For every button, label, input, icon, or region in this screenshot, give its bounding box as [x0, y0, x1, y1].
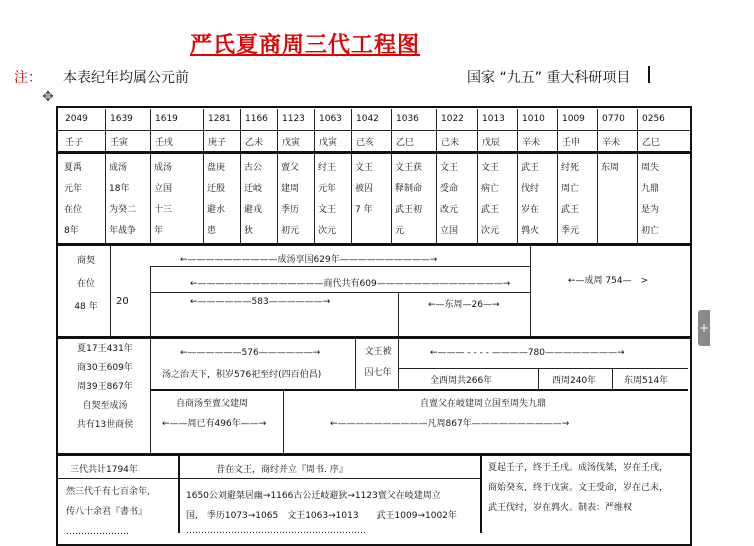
span-zhou-867: ←——————————凡周867年——————————→	[330, 419, 570, 429]
text-line: 年战争	[109, 226, 137, 236]
text-line: 立国	[154, 184, 173, 194]
ganzhi-cell: 乙未	[245, 138, 264, 148]
text-line: 季历	[281, 205, 300, 215]
text-line: 自契至成汤	[82, 401, 128, 411]
year-cell: 1123	[282, 114, 305, 124]
row-divider	[58, 130, 690, 131]
text-line: 年	[154, 226, 164, 236]
ganzhi-cell: 壬申	[562, 138, 581, 148]
text-line: 伐纣	[521, 184, 540, 194]
event-cell	[440, 158, 475, 242]
text-line: 文王	[440, 163, 459, 173]
text-line: 成汤	[109, 163, 128, 173]
event-cell	[318, 158, 349, 242]
ganzhi-cell: 辛未	[522, 138, 541, 148]
text-line: 被囚	[355, 184, 374, 194]
text-line: 武王	[561, 205, 580, 215]
text-line: 立国	[440, 226, 459, 236]
chronology-line-3: ……………………………………………………	[186, 526, 366, 536]
ganzhi-cell: 己未	[441, 138, 460, 148]
text-line: …………………	[66, 527, 129, 537]
tang-rule-text: 汤之治天下，积岁576祀至纣(四百伯昌)	[162, 370, 322, 380]
text-line: 避水	[207, 205, 226, 215]
year-cell: 1013	[482, 114, 505, 124]
text-line: 周39王867年	[77, 382, 133, 392]
event-cell	[154, 158, 201, 242]
text-line: 避戎	[244, 205, 263, 215]
event-cell	[281, 158, 312, 242]
span-576: ←——————576——————→	[180, 348, 321, 358]
row-divider	[58, 336, 690, 339]
text-line: 九鼎	[641, 184, 660, 194]
ganzhi-cell: 庚子	[208, 138, 227, 148]
text-line: 初亡	[641, 226, 660, 236]
ganzhi-cell: 己亥	[356, 138, 375, 148]
ganzhi-cell: 乙巳	[396, 138, 415, 148]
text-line: 季元	[561, 226, 580, 236]
year-cell: 1639	[110, 114, 133, 124]
note-label: 注：	[14, 70, 42, 86]
text-cursor	[648, 66, 650, 83]
text-line: 共有13世商侯	[76, 420, 134, 430]
text-line: 十三	[154, 205, 173, 215]
text-line: 周亡	[561, 184, 580, 194]
row-divider	[58, 243, 690, 246]
ganzhi-cell: 戊辰	[482, 138, 501, 148]
text-line: 商始癸亥，终于戊寅。文王受命，岁在己未，	[488, 483, 669, 493]
side-expand-icon[interactable]: +	[698, 310, 710, 346]
text-line: 受命	[440, 184, 459, 194]
ganzhi-cell: 乙巳	[642, 138, 661, 148]
event-cell	[64, 158, 103, 242]
year-cell: 1022	[441, 114, 464, 124]
event-cell	[355, 158, 389, 221]
row-divider	[58, 453, 690, 456]
text-line: 是为	[641, 205, 660, 215]
text-line: 东周	[601, 163, 620, 173]
text-line: 文王获	[395, 163, 423, 173]
event-cell	[207, 158, 238, 242]
row-divider	[58, 151, 690, 154]
text-line: 狄	[244, 226, 254, 236]
text-line: 成汤	[154, 163, 173, 173]
text-line: 亶父	[281, 163, 300, 173]
text-line: 在位	[64, 205, 83, 215]
text-line: 纣王	[318, 163, 337, 173]
year-cell: 1281	[208, 114, 231, 124]
span-shang-609: ←——————————————商代共有609——————————————→	[190, 279, 511, 289]
year-cell: 1009	[562, 114, 585, 124]
text-line: 文王	[481, 163, 500, 173]
text-line: 元	[395, 226, 405, 236]
chronology-line-1: 1650公刘避桀居幽→1166古公迁岐避狄→1123亶父在岐建周立	[186, 491, 441, 501]
text-line: 然三代千有七百余年,	[66, 487, 150, 497]
text-line: 传八十余君『書书』	[66, 507, 148, 517]
summary-note	[488, 458, 688, 518]
text-line: 初元	[281, 226, 300, 236]
sandai-total: 三代共计1794年	[70, 465, 138, 475]
span-583: ←——————583——————→	[190, 297, 331, 307]
event-cell	[561, 158, 595, 242]
text-line: 夏17王431年	[77, 344, 133, 354]
event-cell	[521, 158, 555, 242]
event-cell	[641, 158, 676, 242]
year-cell: 1619	[155, 114, 178, 124]
year-cell: 1042	[356, 114, 379, 124]
text-line: 8年	[64, 226, 79, 236]
ganzhi-cell: 壬戌	[155, 138, 174, 148]
text-line: 病亡	[481, 184, 500, 194]
event-cell	[601, 158, 635, 179]
tang-to-danfu: 自商汤至亶父建周	[176, 399, 249, 409]
ganzhi-cell: 戊寅	[282, 138, 301, 148]
text-line: 次元	[318, 226, 337, 236]
year-cell: 2049	[65, 114, 88, 124]
text-line: 迁岐	[244, 184, 263, 194]
text-line: 为癸二	[109, 205, 137, 215]
ganzhi-cell: 壬子	[65, 138, 84, 148]
text-line: 商30王609年	[77, 363, 133, 373]
ganzhi-cell: 戊寅	[319, 138, 338, 148]
text-line: 纣死	[561, 163, 580, 173]
ganzhi-cell: 辛未	[602, 138, 621, 148]
table-move-handle-icon[interactable]: ✥	[42, 89, 54, 105]
zhoushu-quote: 昔在文王，商纣并立『周书. 序』	[216, 465, 348, 475]
note-text: 本表纪年均属公元前	[63, 70, 189, 86]
dongzhou-514: 东周514年	[624, 376, 669, 386]
year-cell: 0770	[602, 114, 625, 124]
project-label: 国家 “九五” 重大科研项目	[467, 70, 631, 86]
text-line: 岁在	[521, 205, 540, 215]
page-title: 严氏夏商周三代工程图	[190, 32, 421, 58]
year-cell: 1036	[396, 114, 419, 124]
text-line: 盘庚	[207, 163, 226, 173]
text-line: 武王	[481, 205, 500, 215]
shangqi-column	[66, 250, 106, 319]
text-line: 7 年	[355, 205, 373, 215]
span-780: ←——— - - - - ————780————————→	[430, 348, 625, 358]
text-line: 迁殷	[207, 184, 226, 194]
text-line: 在位	[76, 279, 95, 289]
span-chengtang-629: ←——————————成汤享国629年——————————→	[180, 255, 438, 265]
dynasty-summary-column	[62, 340, 148, 435]
text-line: 元年	[318, 184, 337, 194]
text-line: 文王	[355, 163, 374, 173]
event-cell	[481, 158, 515, 242]
text-line: 释制命	[395, 184, 423, 194]
text-line: 文王	[318, 205, 337, 215]
event-cell	[109, 158, 148, 242]
text-line: 48 年	[74, 302, 98, 312]
text-line: 鹑火	[521, 226, 540, 236]
text-line: 武王初	[395, 205, 423, 215]
text-line: 次元	[481, 226, 500, 236]
text-line: 夏起壬子，终于壬戌。成汤伐桀，岁在壬戌，	[488, 463, 669, 473]
year-cell: 1010	[522, 114, 545, 124]
event-cell	[244, 158, 275, 242]
text-line: 患	[207, 226, 217, 236]
text-line: 建周	[281, 184, 300, 194]
text-line: 商契	[76, 256, 95, 266]
span-zhou-496: ←——周已有496年——→	[162, 419, 267, 429]
chronology-line-2: 国, 季历1073→1065 文王1063→1013 武王1009→1002年	[186, 511, 457, 521]
text-line: 夏禹	[64, 163, 83, 173]
text-line: 文王被	[364, 347, 392, 357]
year-cell: 0256	[642, 114, 665, 124]
event-cell	[395, 158, 434, 242]
text-line: 18年	[109, 184, 130, 194]
xizhou-240: 西周240年	[552, 376, 597, 386]
year-cell: 1063	[319, 114, 342, 124]
text-line: 武王伐纣，岁在鹑火。制表：严维权	[488, 503, 633, 513]
text-line: 武王	[521, 163, 540, 173]
ganzhi-cell: 壬寅	[110, 138, 129, 148]
text-line: 古公	[244, 163, 263, 173]
year-cell: 1166	[245, 114, 268, 124]
text-line: 改元	[440, 205, 459, 215]
wenwang-prison	[358, 342, 398, 384]
danfu-to-nine-ding: 自亶父在岐建周立国至周失九鼎	[420, 399, 547, 409]
span-dongzhou-26: ←—东周—26—→	[428, 300, 500, 310]
text-line: 囚七年	[364, 368, 392, 378]
span-chengzhou-754: ←—成周 754— >	[568, 276, 649, 286]
sandai-note	[66, 482, 176, 542]
text-line: 周失	[641, 163, 660, 173]
span-20: 20	[116, 296, 129, 307]
xizhou-total: 全西周共266年	[430, 376, 493, 386]
text-line: 元年	[64, 184, 83, 194]
